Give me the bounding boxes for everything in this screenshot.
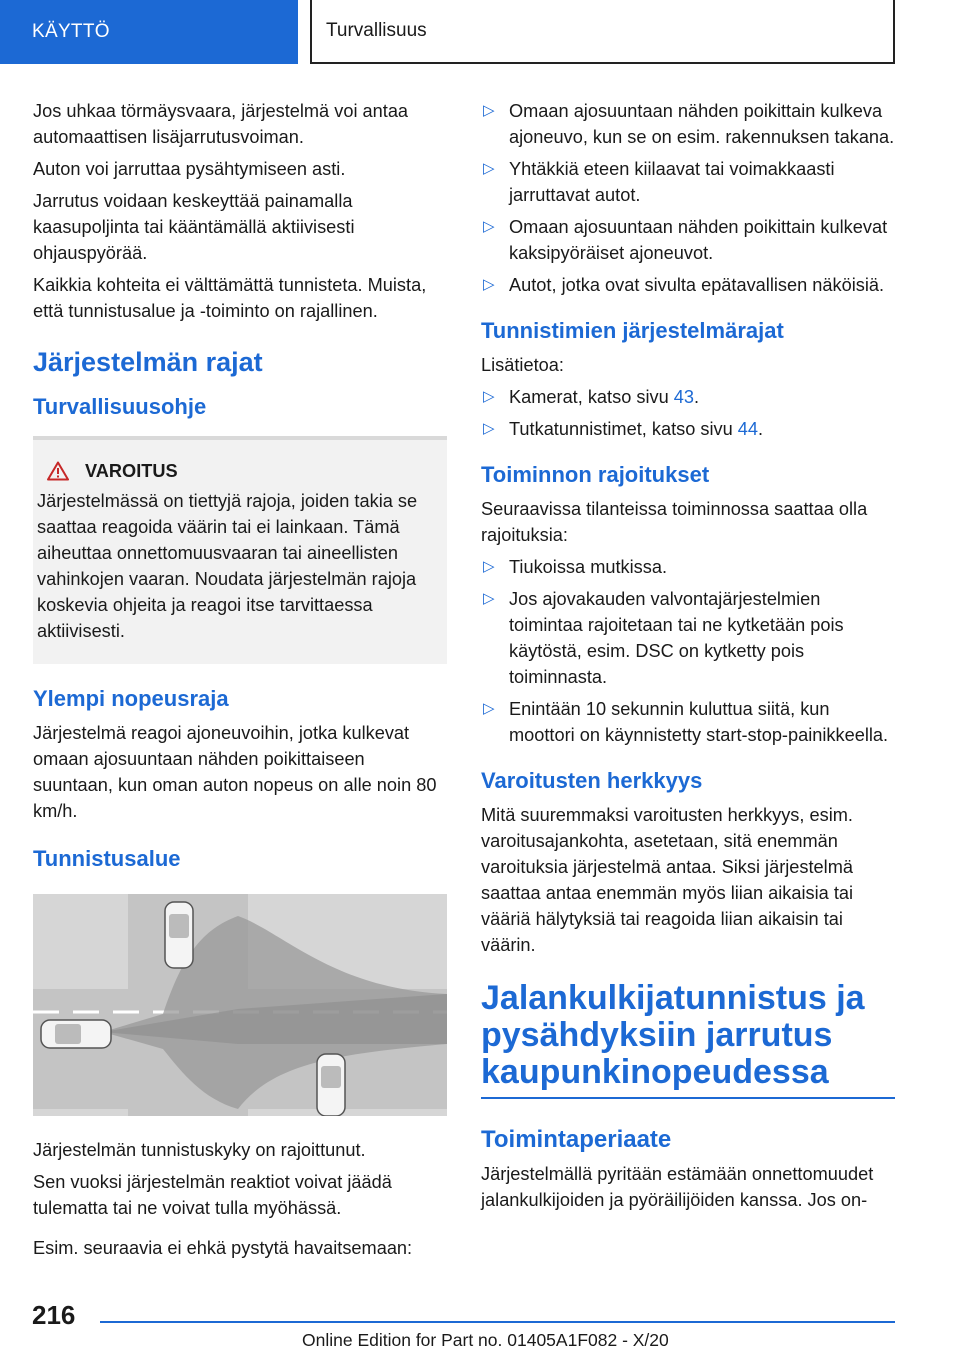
list-item: ▷ Enintään 10 sekunnin kuluttua siitä, kun moottori on käynnistetty start-stop-painikkeella. — [481, 696, 895, 748]
right-column — [481, 98, 895, 1219]
warning-box — [33, 440, 447, 664]
triangle-bullet-icon: ▷ — [483, 420, 495, 437]
triangle-bullet-icon: ▷ — [483, 590, 495, 607]
paragraph: Jos uhkaa törmäysvaara, järjestelmä voi antaa automaattisen lisäjarrutusvoiman. — [33, 101, 409, 147]
header-section-label: KÄYTTÖ — [32, 21, 110, 42]
header-chapter-tab[interactable] — [310, 0, 895, 64]
triangle-bullet-icon: ▷ — [483, 276, 495, 293]
car-icon — [41, 1020, 111, 1048]
subheading-principle: Toimintaperiaate — [481, 1126, 672, 1153]
car-icon — [165, 902, 193, 968]
list-item: ▷ Omaan ajosuuntaan nähden poikittain kulkeva ajoneuvo, kun se on esim. rakennuksen takana. — [481, 98, 895, 150]
list-item: ▷ Autot, jotka ovat sivulta epätavallisen näköisiä. — [481, 272, 895, 298]
paragraph: Järjestelmä reagoi ajoneuvoihin, jotka kulkevat omaan ajosuuntaan nähden poikittaiseen suuntaan, kun oman auton nopeus on alle noin 80 km/h. — [33, 723, 437, 821]
detection-range-illustration — [33, 894, 447, 1116]
list-item: ▷ Tiukoissa mutkissa. — [481, 554, 895, 580]
car-icon — [317, 1054, 345, 1116]
warning-title — [37, 458, 433, 484]
paragraph: Sen vuoksi järjestelmän reaktiot voivat jäädä tulematta tai ne voivat tulla myöhässä. — [33, 1172, 392, 1218]
warning-body: Järjestelmässä on tiettyjä rajoja, joiden takia se saattaa reagoida väärin tai ei lainkaan. Tämä aiheuttaa onnettomuusvaaran tai aineellisten vahinkojen vaaran. Noudata järjestelmän rajoja koskevia ohjeita ja reagoi itse tarvittaessa aktiivisesti. — [37, 491, 418, 641]
list-item: ▷ Yhtäkkiä eteen kiilaavat tai voimakkaasti jarruttavat autot. — [481, 156, 895, 208]
list-item: ▷ Jos ajovakauden valvontajärjestelmien toimintaa rajoitetaan tai ne kytketään pois käytöstä, esim. DSC on kytketty pois toiminnasta. — [481, 586, 895, 690]
paragraph: Mitä suuremmaksi varoitusten herkkyys, esim. varoitusajankohta, asetetaan, sitä enemmän varoituksia järjestelmä antaa. Siksi järjestelmä saattaa antaa enemmän myös liian aikaisia tai vääriä hälytyksiä tai reagoida liian aikaisin tai väärin. — [481, 805, 854, 955]
triangle-bullet-icon: ▷ — [483, 700, 495, 717]
subheading-function-limits: Toiminnon rajoitukset — [481, 462, 710, 487]
header-chapter-label: Turvallisuus — [326, 20, 427, 41]
bullet-list — [481, 384, 895, 442]
page-link[interactable]: 44 — [737, 419, 759, 439]
triangle-bullet-icon: ▷ — [483, 558, 495, 575]
paragraph: Auton voi jarruttaa pysähtymiseen asti. — [33, 159, 346, 179]
footer-divider — [100, 1321, 895, 1323]
left-column — [33, 98, 447, 1267]
section-heading-limits: Järjestelmän rajat — [33, 347, 263, 377]
bullet-list — [481, 98, 895, 298]
header-section-tab[interactable] — [0, 0, 298, 64]
warning-title-text: VAROITUS — [85, 461, 178, 481]
triangle-bullet-icon: ▷ — [483, 160, 495, 177]
subheading-safety: Turvallisuusohje — [33, 394, 207, 419]
paragraph: Lisätietoa: — [481, 355, 564, 375]
subheading-speed-limit: Ylempi nopeusraja — [33, 686, 229, 711]
triangle-bullet-icon: ▷ — [483, 218, 495, 235]
paragraph: Jarrutus voidaan keskeyttää painamalla kaasupoljinta tai kääntämällä aktiivisesti ohjauspyörää. — [33, 191, 355, 263]
subheading-sensor-limits: Tunnistimien järjestelmärajat — [481, 318, 784, 343]
bullet-list — [481, 554, 895, 748]
warning-triangle-icon — [47, 461, 69, 481]
page-number: 216 — [32, 1300, 76, 1330]
subheading-warning-sensitivity: Varoitusten herkkyys — [481, 768, 703, 793]
list-item: ▷ Omaan ajosuuntaan nähden poikittain kulkevat kaksipyöräiset ajoneuvot. — [481, 214, 895, 266]
triangle-bullet-icon: ▷ — [483, 102, 495, 119]
footer-edition: Online Edition for Part no. 01405A1F082 - X/20 — [302, 1330, 669, 1350]
page-link[interactable]: 43 — [673, 387, 694, 407]
list-item: ▷ Tutkatunnistimet, katso sivu 44. — [481, 416, 895, 442]
triangle-bullet-icon: ▷ — [483, 388, 495, 405]
paragraph: Järjestelmällä pyritään estämään onnettomuudet jalankulkijoiden ja pyöräilijöiden kanssa. Jos on- — [481, 1164, 874, 1210]
paragraph: Järjestelmän tunnistuskyky on rajoittunut. — [33, 1140, 366, 1160]
paragraph: Seuraavissa tilanteissa toiminnossa saattaa olla rajoituksia: — [481, 499, 868, 545]
chapter-heading: Jalankulkijatunnistus ja pysähdyksiin jarrutus kaupunkinopeudessa — [481, 979, 865, 1091]
list-item: ▷ Kamerat, katso sivu 43. — [481, 384, 895, 410]
subheading-detection-range: Tunnistusalue — [33, 846, 181, 871]
paragraph: Kaikkia kohteita ei välttämättä tunnisteta. Muista, että tunnistusalue ja -toiminto on rajallinen. — [33, 275, 427, 321]
paragraph: Esim. seuraavia ei ehkä pystytä havaitsemaan: — [33, 1238, 413, 1258]
divider — [481, 1097, 895, 1099]
